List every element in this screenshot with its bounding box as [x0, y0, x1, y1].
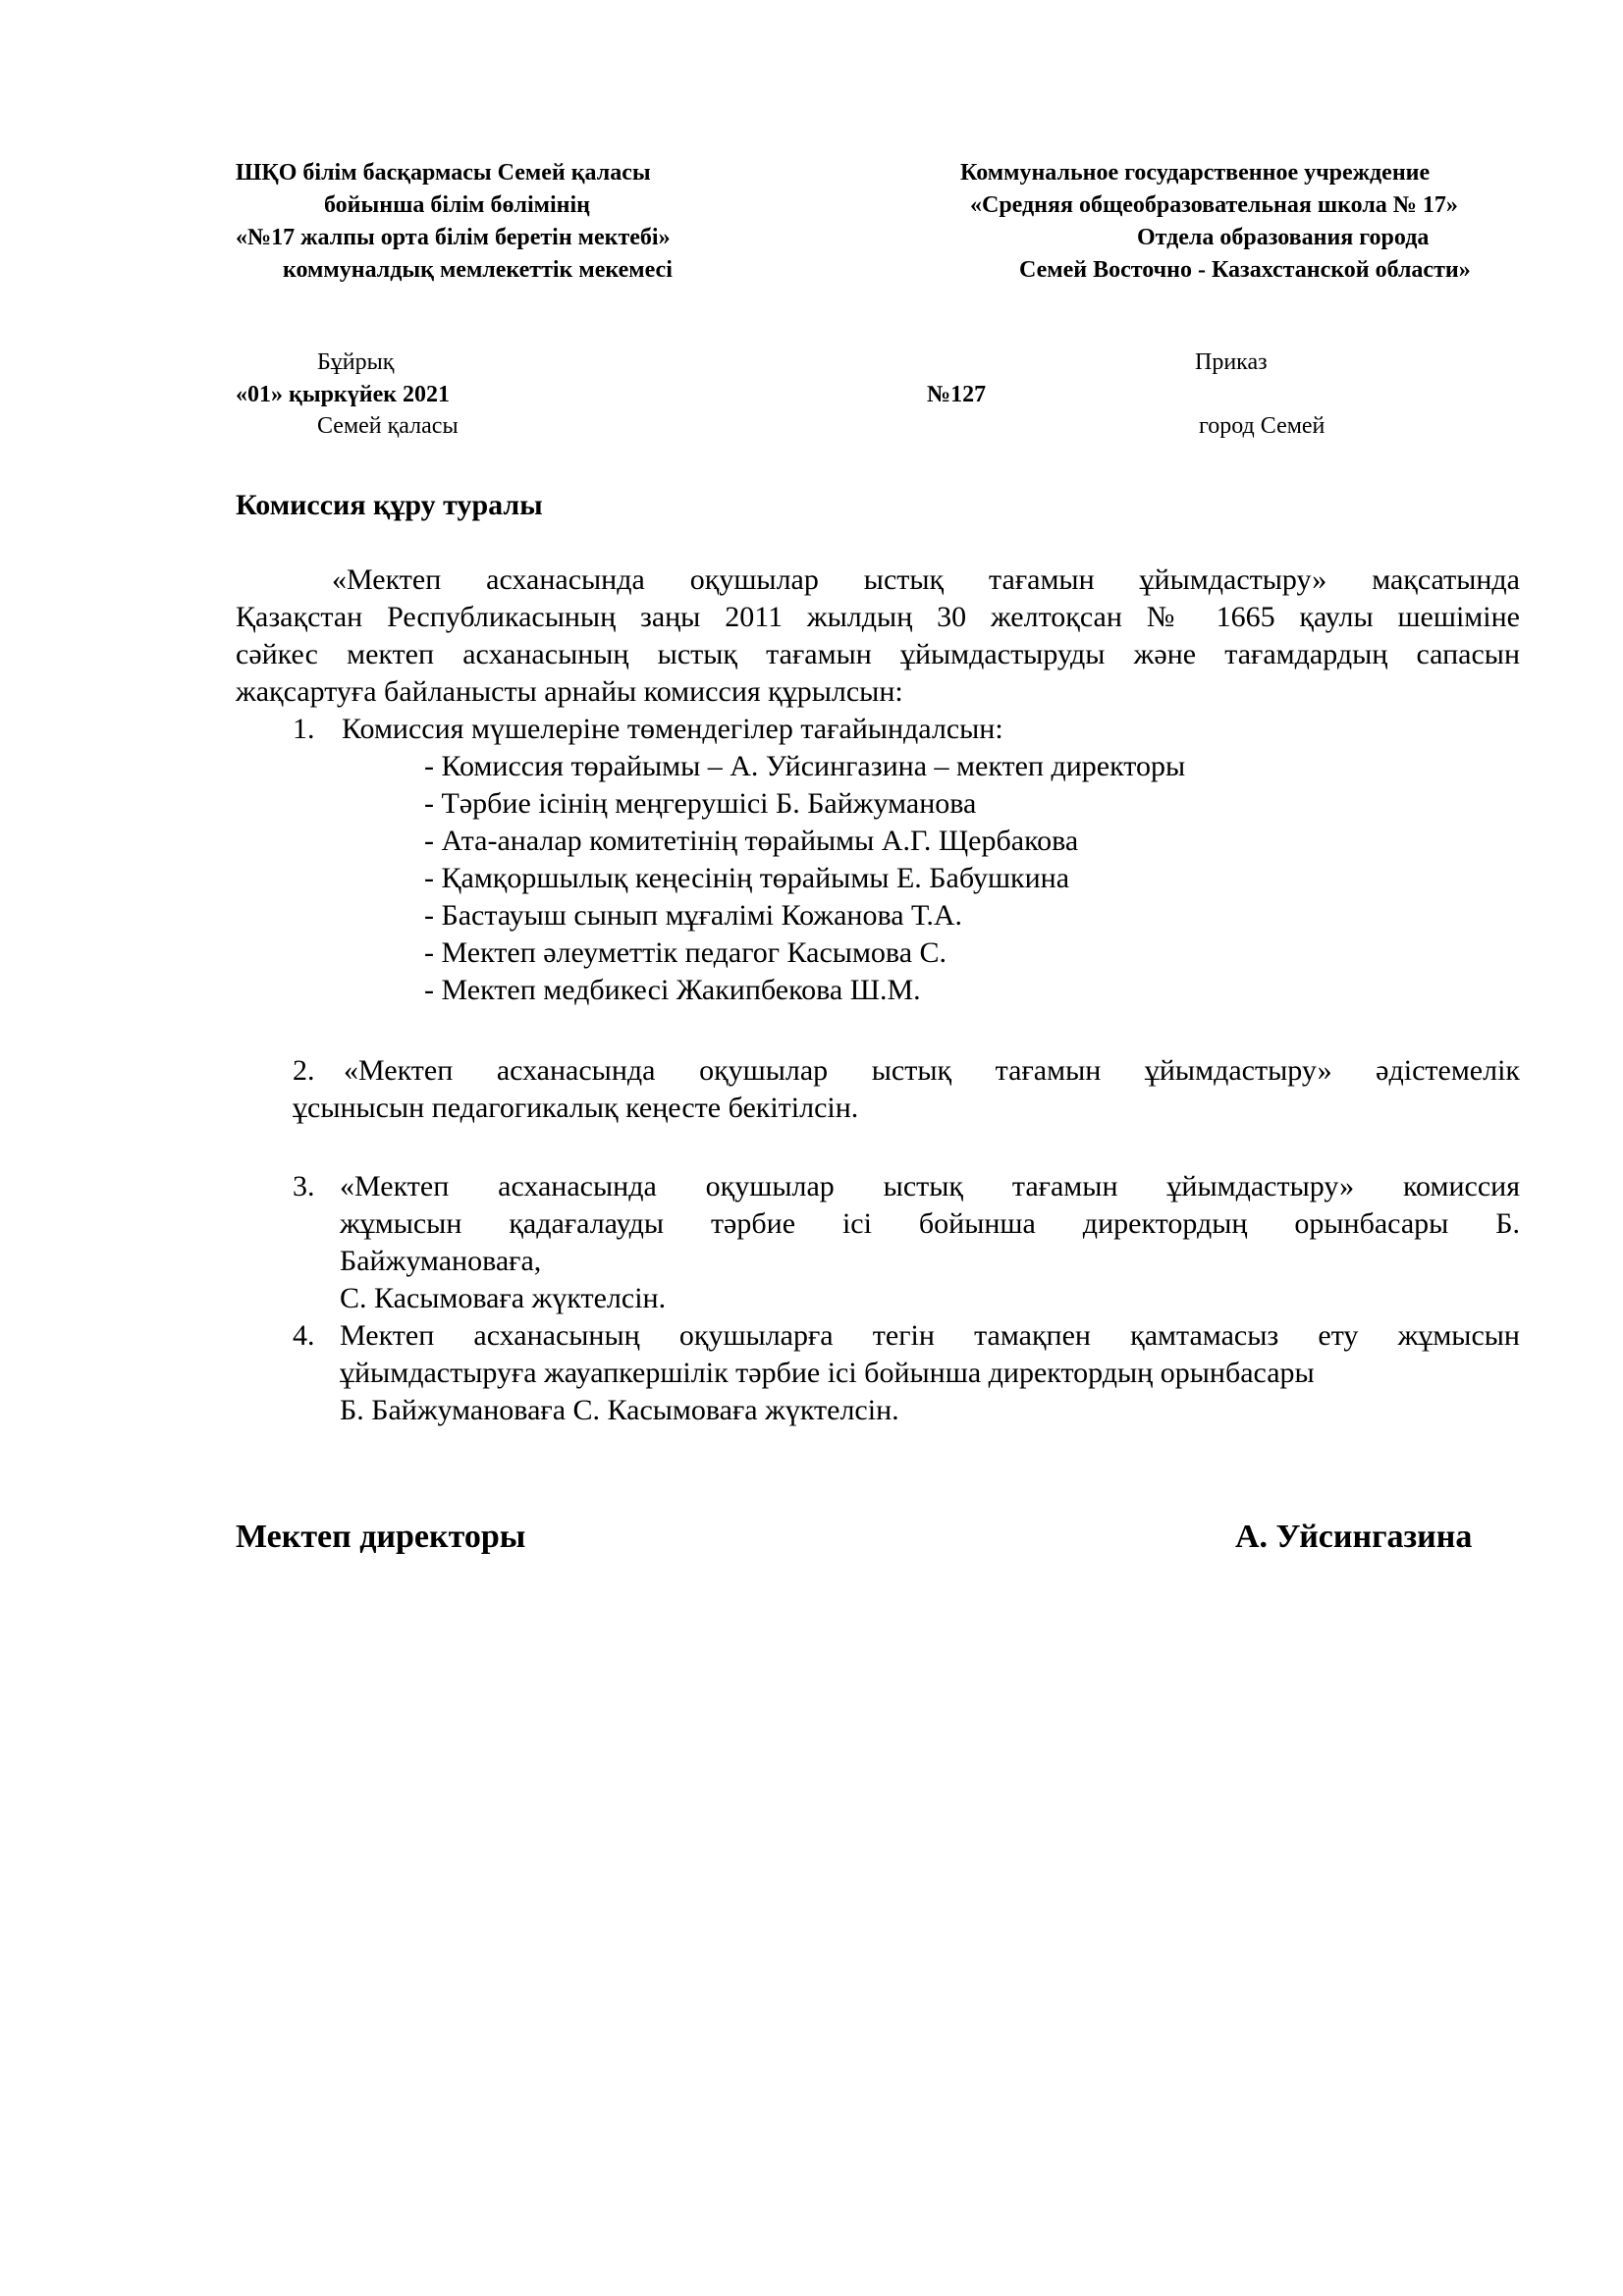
order-date: «01» қыркүйек 2021 — [236, 382, 451, 407]
header-left-line-2: бойынша білім бөлімінің — [324, 192, 590, 218]
header-right-line-2: «Средняя общеобразовательная школа № 17» — [970, 192, 1458, 218]
order-city-kz: Семей қаласы — [317, 413, 459, 439]
item-3-line-3: Байжумановаға, — [340, 1245, 542, 1277]
item-4-line-2: ұйымдастыруға жауапкершілік тәрбие ісі бойынша директордың орынбасары — [340, 1357, 1315, 1389]
item-2-number: 2. — [293, 1054, 315, 1087]
order-label-ru: Приказ — [1195, 349, 1268, 375]
header-left-line-3: «№17 жалпы орта білім беретін мектебі» — [236, 225, 671, 250]
header-right-line-3: Отдела образования города — [1137, 225, 1430, 250]
item-4-line-1: Мектеп асханасының оқушыларға тегін тамақпен қамтамасыз ету жұмысын — [340, 1319, 1520, 1352]
member-1: - Комиссия төрайымы – А. Уйсингазина – мектеп директоры — [424, 750, 1186, 782]
signature-name: А. Уйсингазина — [1235, 1519, 1473, 1555]
item-4-line-3: Б. Байжумановаға С. Касымоваға жүктелсін. — [340, 1394, 899, 1426]
item-1-number: 1. — [293, 713, 315, 745]
order-city-ru: город Семей — [1199, 413, 1325, 439]
item-2-line-2: ұсынысын педагогикалық кеңесте бекітілсін. — [293, 1092, 859, 1124]
header-left-line-4: коммуналдық мемлекеттік мекемесі — [283, 257, 673, 283]
signature-position: Мектеп директоры — [236, 1519, 526, 1555]
order-label-kz: Бұйрық — [317, 349, 395, 375]
member-4: - Қамқоршылық кеңесінің төрайымы Е. Бабушкина — [424, 862, 1070, 894]
member-7: - Мектеп медбикесі Жакипбекова Ш.М. — [424, 974, 921, 1006]
item-1-text: Комиссия мүшелеріне төмендегілер тағайындалсын: — [342, 713, 1003, 745]
member-3: - Ата-аналар комитетінің төрайымы А.Г. Щербакова — [424, 825, 1079, 857]
header-right-line-4: Семей Восточно - Казахстанской области» — [1019, 257, 1471, 283]
intro-line-4: жақсартуға байланысты арнайы комиссия құрылсын: — [236, 675, 903, 708]
intro-line-1: «Мектеп асханасында оқушылар ыстық тағамын ұйымдастыру» мақсатында — [332, 563, 1520, 596]
member-2: - Тәрбие ісінің меңгерушісі Б. Байжуманова — [424, 787, 977, 820]
item-3-line-2: жұмысын қадағалауды тәрбие ісі бойынша директордың орынбасары Б. — [340, 1207, 1520, 1240]
item-2-line-1: «Мектеп асханасында оқушылар ыстық тағамын ұйымдастыру» әдістемелік — [344, 1054, 1520, 1087]
item-3-line-1: «Мектеп асханасында оқушылар ыстық тағамын ұйымдастыру» комиссия — [340, 1170, 1520, 1202]
order-number: №127 — [927, 382, 987, 407]
member-5: - Бастауыш сынып мұғалімі Кожанова Т.А. — [424, 899, 963, 932]
header-right-line-1: Коммунальное государственное учреждение — [960, 160, 1431, 186]
header-left-line-1: ШҚО білім басқармасы Семей қаласы — [236, 160, 651, 186]
document-title: Комиссия құру туралы — [236, 489, 543, 521]
intro-line-3: сәйкес мектеп асханасының ыстық тағамын ұйымдастыруды және тағамдардың сапасын — [236, 638, 1520, 670]
item-3-number: 3. — [293, 1170, 315, 1202]
member-6: - Мектеп әлеуметтік педагог Касымова С. — [424, 936, 947, 969]
intro-line-2: Қазақстан Республикасының заңы 2011 жылдың 30 желтоқсан № 1665 қаулы шешіміне — [236, 601, 1520, 633]
item-4-number: 4. — [293, 1319, 315, 1352]
item-3-line-4: С. Касымоваға жүктелсін. — [340, 1282, 667, 1314]
